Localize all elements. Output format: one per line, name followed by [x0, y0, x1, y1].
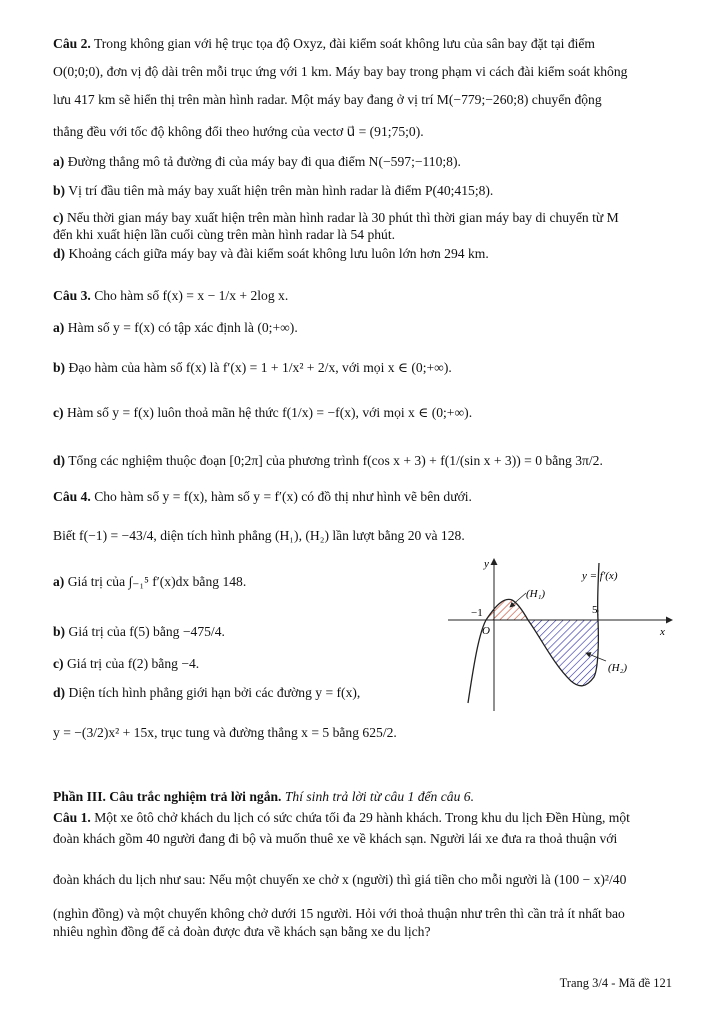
q3-c-label: c): [53, 405, 64, 420]
q3-option-a: [53, 318, 673, 338]
q3-b-label: b): [53, 360, 66, 375]
graph-h1-label: (H₁): [526, 588, 546, 600]
q2-line-2: O(0;0;0), đơn vị độ dài trên mỗi trục ứng với 1 km. Máy bay bay trong phạm vi cách đài kiểm soát không: [53, 64, 628, 79]
part3-q1-line-4: (nghìn đồng) và một chuyến không chở dưới 15 người. Hỏi với thoả thuận như trên thì cần trả ít nhất bao: [53, 906, 625, 921]
q3-a-text: Hàm số y = f(x) có tập xác định là (0;+∞).: [67, 320, 298, 335]
q2-line-3: lưu 417 km sẽ hiển thị trên màn hình radar. Một máy bay đang ở vị trí M(−779;−260;8) chuyển động: [53, 92, 602, 107]
q2-d-label: d): [53, 246, 66, 261]
part3-q1-text-1: Một xe ôtô chở khách du lịch có sức chứa tối đa 29 hành khách. Trong khu du lịch Đền Hùng, một: [94, 810, 630, 825]
q3-stem-text: Cho hàm số f(x) = x − 1/x + 2log x.: [94, 288, 289, 303]
q2-d-text: Khoảng cách giữa máy bay và đài kiểm soát không lưu luôn lớn hơn 294 km.: [68, 246, 489, 261]
q2-label: Câu 2.: [53, 36, 91, 51]
q2-option-d: [53, 244, 673, 264]
q3-option-c: [53, 403, 673, 423]
part3-header: [53, 787, 673, 807]
q2-b-text: Vị trí đầu tiên mà máy bay xuất hiện trên màn hình radar là điểm P(40;415;8).: [68, 183, 494, 198]
q3-option-b: [53, 358, 673, 378]
q4-a-text: Giá trị của ∫₋₁⁵ f′(x)dx bằng 148.: [67, 574, 247, 589]
q3-label: Câu 3.: [53, 288, 91, 303]
part3-q1-line-3: đoàn khách du lịch như sau: Nếu một chuyến xe chở x (người) thì giá tiền cho mỗi người là (100 − x)²/40: [53, 872, 627, 887]
q2-option-b: [53, 181, 673, 201]
part3-q1-line-2: đoàn khách gồm 40 người đang đi bộ và muốn thuê xe về khách sạn. Người lái xe đưa ra thoả thuận với: [53, 831, 618, 846]
q4-stem: [53, 487, 673, 507]
q2-line-4: thẳng đều với tốc độ không đổi theo hướng của vectơ u⃗ = (91;75;0).: [53, 124, 424, 139]
q4-label: Câu 4.: [53, 489, 91, 504]
q2-a-label: a): [53, 154, 65, 169]
part3-instruction: Thí sinh trả lời từ câu 1 đến câu 6.: [284, 789, 474, 804]
q3-b-text: Đạo hàm của hàm số f(x) là f′(x) = 1 + 1/x² + 2/x, với mọi x ∈ (0;+∞).: [68, 360, 452, 375]
derivative-graph: [446, 553, 676, 713]
graph-neg1-label: −1: [471, 607, 483, 619]
q4-b-text: Giá trị của f(5) bằng −475/4.: [68, 624, 225, 639]
graph-y-label: y: [484, 558, 489, 570]
part3-title: Phần III. Câu trắc nghiệm trả lời ngắn.: [53, 789, 282, 804]
q2-line-1: [53, 34, 673, 54]
part3-q1-line-5: nhiêu nghìn đồng để cả đoàn được đưa về khách sạn bằng xe du lịch?: [53, 924, 431, 939]
q4-c-label: c): [53, 656, 64, 671]
q2-c-label: c): [53, 210, 64, 225]
graph-five-label: 5: [592, 604, 598, 616]
q3-option-d: [53, 451, 673, 471]
q4-given: Biết f(−1) = −43/4, diện tích hình phẳng (H₁), (H₂) lần lượt bằng 20 và 128.: [53, 528, 465, 543]
q2-b-label: b): [53, 183, 66, 198]
q2-text-1: Trong không gian với hệ trục tọa độ Oxyz, đài kiểm soát không lưu của sân bay đặt tại điểm: [93, 36, 596, 51]
graph-curve-label: y = f′(x): [582, 570, 618, 582]
region-h2: [528, 620, 598, 686]
q4-a-label: a): [53, 574, 65, 589]
q3-a-label: a): [53, 320, 65, 335]
q3-d-text: Tổng các nghiệm thuộc đoạn [0;2π] của phương trình f(cos x + 3) + f(1/(sin x + 3)) = 0 bằng 3π/2.: [68, 453, 603, 468]
graph-x-label: x: [660, 626, 665, 638]
part3-q1-line-1: [53, 808, 673, 828]
q3-stem: [53, 286, 673, 306]
graph-origin-label: O: [482, 625, 490, 637]
q4-d-label: d): [53, 685, 66, 700]
q4-c-text: Giá trị của f(2) bằng −4.: [66, 656, 200, 671]
q3-c-text: Hàm số y = f(x) luôn thoả mãn hệ thức f(1/x) = −f(x), với mọi x ∈ (0;+∞).: [66, 405, 473, 420]
q3-d-label: d): [53, 453, 66, 468]
q2-c-text-1: Nếu thời gian máy bay xuất hiện trên màn hình radar là 30 phút thì thời gian máy bay di chuyển từ M: [66, 210, 619, 225]
q4-d-text-1: Diện tích hình phẳng giới hạn bởi các đường y = f(x),: [68, 685, 361, 700]
q2-option-c-cont: đến khi xuất hiện lần cuối cùng trên màn hình radar là 54 phút.: [53, 227, 396, 242]
graph-h2-label: (H₂): [608, 662, 628, 674]
q2-option-a: [53, 152, 673, 172]
q4-option-d-cont: y = −(3/2)x² + 15x, trục tung và đường thẳng x = 5 bằng 625/2.: [53, 725, 397, 740]
page-footer: Trang 3/4 - Mã đề 121: [559, 976, 672, 990]
q4-stem-text: Cho hàm số y = f(x), hàm số y = f′(x) có đồ thị như hình vẽ bên dưới.: [94, 489, 472, 504]
q4-b-label: b): [53, 624, 66, 639]
q2-a-text: Đường thẳng mô tả đường đi của máy bay đi qua điểm N(−597;−110;8).: [67, 154, 461, 169]
part3-q1-label: Câu 1.: [53, 810, 91, 825]
